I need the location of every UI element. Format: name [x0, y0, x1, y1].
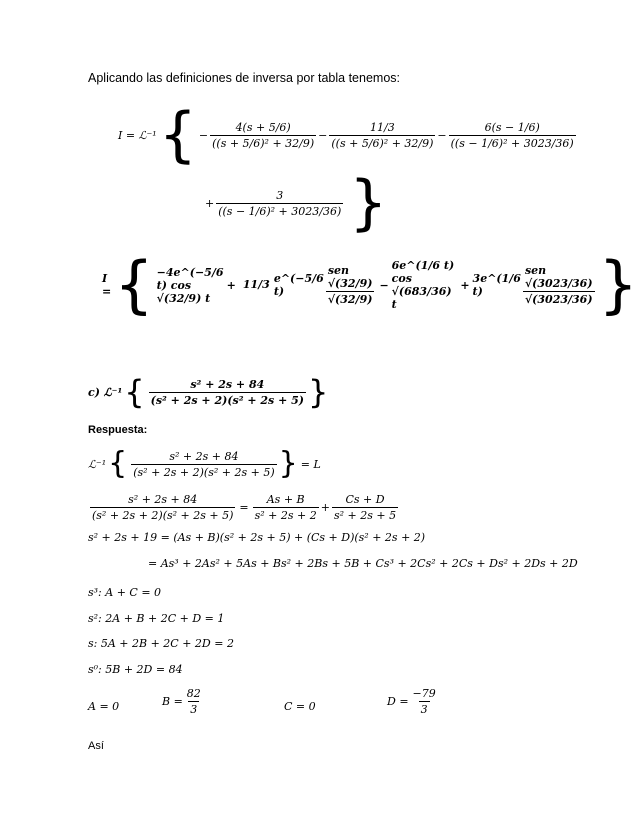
part-c	[88, 370, 328, 414]
left-brace-icon: {	[114, 248, 154, 321]
eq2-sen-frac-2: $\frac{\text{sen √(3023/36)}}{√(3023/36)}$	[524, 264, 593, 306]
respuesta-label: Respuesta:	[88, 424, 148, 436]
eq2-lhs: I =	[102, 272, 112, 298]
solution-d	[387, 687, 440, 716]
left-brace-icon: {	[108, 446, 128, 481]
solution-d-frac: $\frac{-79}{3}$	[412, 687, 436, 716]
right-brace-icon: }	[308, 373, 329, 411]
left-brace-icon: {	[124, 373, 145, 411]
eq1-term1: $\frac{4(s + 5/6)}{\text{((s + 5/6)² + 32/9)}}$	[212, 120, 315, 150]
system-line: s²: 2A + B + 2C + D = 1	[88, 612, 225, 625]
equation-5: s² + 2s + 19 = (As + B)(s² + 2s + 5) + (Cs + D)(s² + 2s + 2)	[88, 531, 426, 544]
eq1-lhs: I = ℒ⁻¹	[118, 128, 157, 142]
system-line: s: 5A + 2B + 2C + 2D = 2	[88, 637, 234, 650]
eq2-part1: −4e^(−5/6 t) cos √(32/9) t	[156, 265, 224, 305]
eq4-m2: $\frac{Cs + D}{\text{s² + 2s + 5}}$	[333, 492, 397, 522]
eq2-part4: 3e^(1/6 t)	[472, 272, 521, 298]
equation-6: = As³ + 2As² + 5As + Bs² + 2Bs + 5B + Cs³ + 2Cs² + 2Cs + Ds² + 2Ds + 2D	[148, 557, 578, 570]
part-c-label: c) ℒ⁻¹	[88, 385, 123, 399]
laplace-inverse: ℒ⁻¹	[88, 457, 107, 471]
part-c-frac: $\frac{\text{s² + 2s + 84}}{\text{(s² + 2s + 2)(s² + 2s + 5)}}$	[150, 377, 304, 407]
right-brace-icon: }	[278, 446, 298, 481]
left-brace-icon: {	[158, 100, 197, 170]
eq3-rhs: = L	[300, 457, 321, 471]
intro-text: Aplicando las definiciones de inversa por tabla tenemos:	[88, 71, 400, 85]
solution-b	[162, 687, 205, 716]
eq4-lhs: $\frac{\text{s² + 2s + 84}}{\text{(s² + 2s + 2)(s² + 2s + 5)}}$	[92, 492, 234, 522]
asi-text: Así	[88, 740, 104, 752]
equation-3	[88, 444, 321, 484]
solution-b-frac: $\frac{82}{3}$	[186, 687, 201, 716]
equation-1-cont: + $\frac{3}{\text{((s − 1/6)² + 3023/36)}}$ }	[205, 168, 388, 238]
system-line: s³: A + C = 0	[88, 586, 162, 599]
equation-4: $\frac{\text{s² + 2s + 84}}{\text{(s² + 2s + 2)(s² + 2s + 5)}}$ = $\frac{As + B}{\text{s² + 2s + 2}}$ + $\frac{Cs + D}{\text{s² + 2s + 5}}$	[92, 492, 397, 522]
eq3-frac: $\frac{\text{s² + 2s + 84}}{\text{(s² + 2s + 2)(s² + 2s + 5)}}$	[133, 449, 275, 479]
eq2-exp: e^(−5/6 t)	[273, 272, 324, 298]
eq2-part3: 6e^(1/6 t) cos √(683/36) t	[391, 259, 455, 311]
eq4-m1: $\frac{As + B}{\text{s² + 2s + 2}}$	[254, 492, 317, 522]
equation-1: I = ℒ⁻¹ { − $\frac{4(s + 5/6)}{\text{((s + 5/6)² + 32/9)}}$ − $\frac{11/3}{\text{((s + 5/6)² + 32/9)}}$ − $\frac{6(s - 1/6)}{\text{((s − 1/6)² + 3023/36)}}$	[118, 100, 574, 170]
solution-c: C = 0	[284, 700, 316, 713]
eq1-term3: $\frac{6(s - 1/6)}{\text{((s − 1/6)² + 3023/36)}}$	[450, 120, 574, 150]
equation-2: I = { −4e^(−5/6 t) cos √(32/9) t + 11/3 e^(−5/6 t) $\frac{\text{sen √(32/9)}}{√(32/9)}$ − 6e^(1/6 t) cos √(683/36) t + 3e^(1/6 t) $\frac{\text{sen √(3023/36)}}{√(3023/36)}$ }	[102, 248, 638, 321]
right-brace-icon: }	[598, 248, 638, 321]
eq1-term2: $\frac{11/3}{\text{((s + 5/6)² + 32/9)}}$	[331, 120, 434, 150]
eq1-term4: $\frac{3}{\text{((s − 1/6)² + 3023/36)}}$	[218, 188, 342, 218]
eq2-coef: 11/3	[242, 278, 270, 291]
system-line: s⁰: 5B + 2D = 84	[88, 663, 183, 676]
eq2-sen-frac: $\frac{\text{sen √(32/9)}}{√(32/9)}$	[327, 264, 373, 306]
right-brace-icon: }	[349, 168, 388, 238]
solution-d-lhs: D =	[387, 695, 409, 708]
solution-b-lhs: B =	[162, 695, 183, 708]
solution-a: A = 0	[88, 700, 120, 713]
